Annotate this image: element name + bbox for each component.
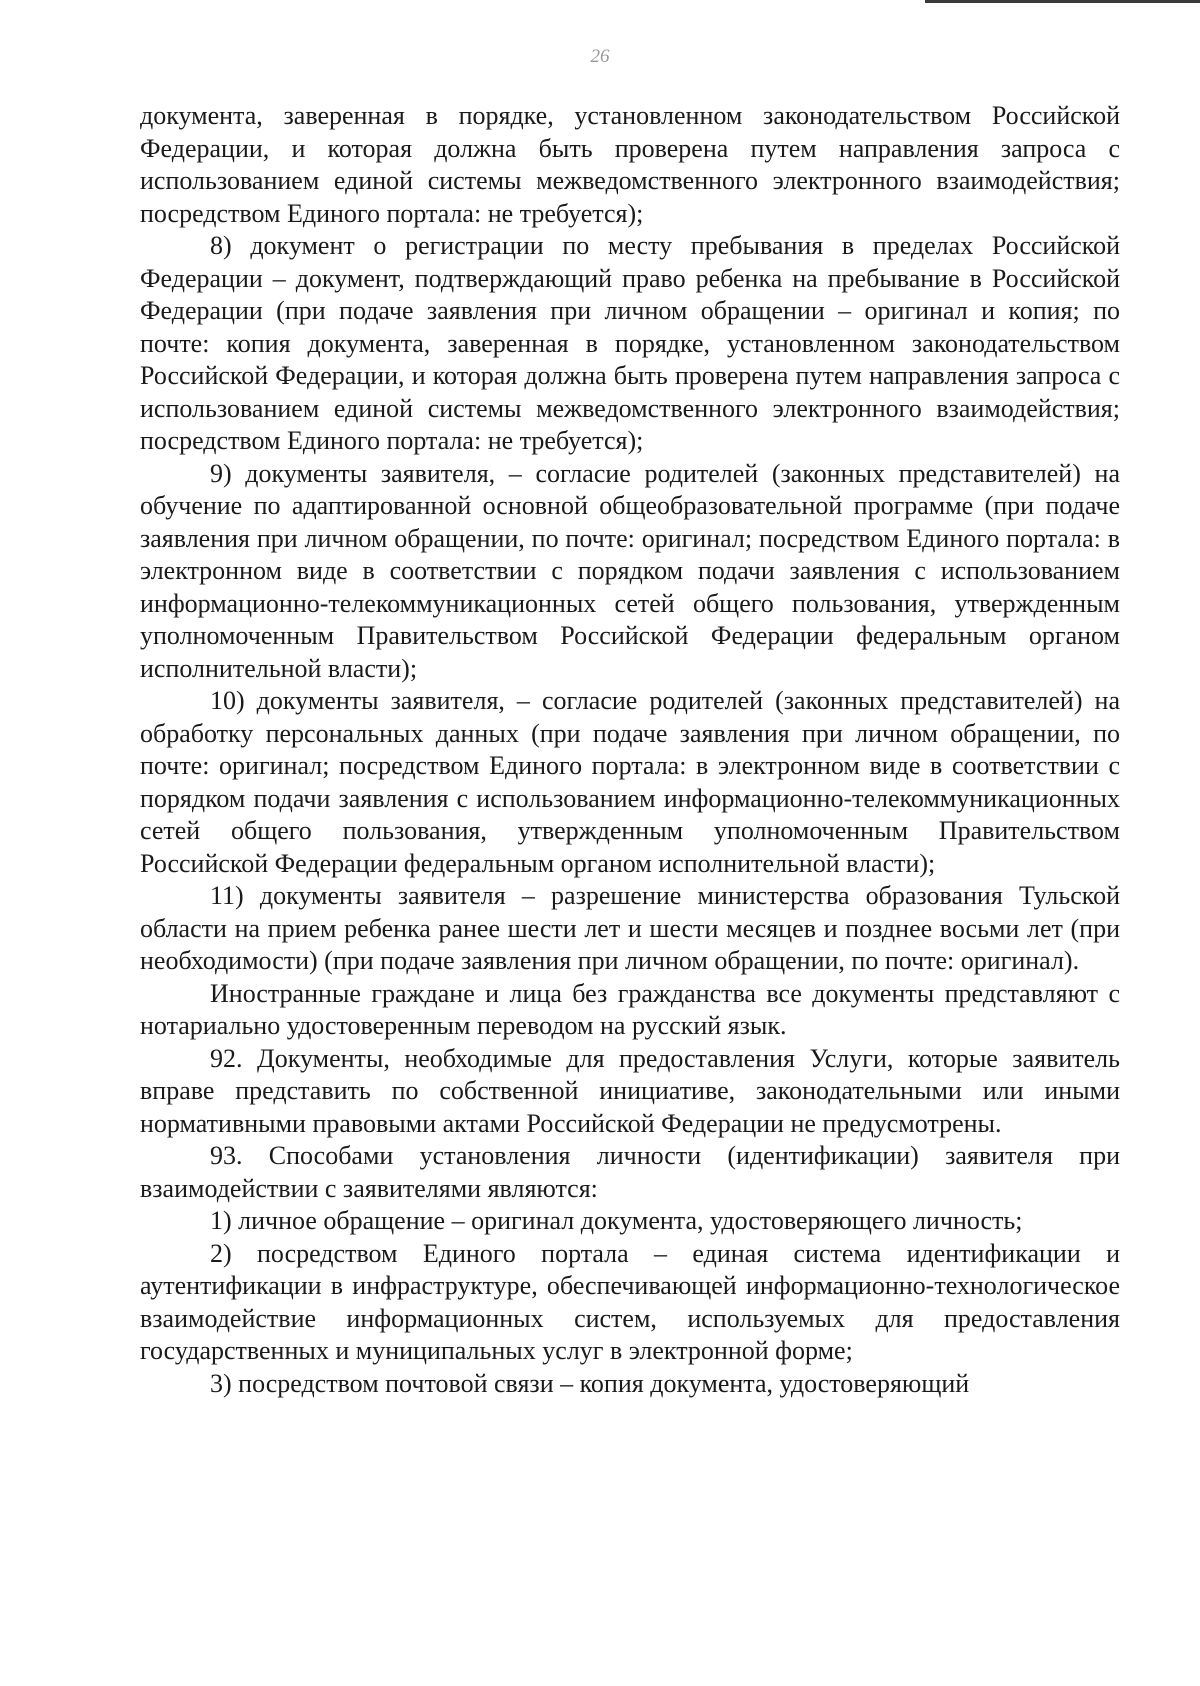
- paragraph-foreign-citizens: Иностранные граждане и лица без гражданства все документы представляют с нотариально удостоверенным переводом на русский язык.: [140, 978, 1120, 1040]
- paragraph-continuation: документа, заверенная в порядке, установленном законодательством Российской Федерации, и которая должна быть проверена путем направления запроса с использованием единой системы межведомственного электронного взаимодействия; посредством Единого портала: не требуется);: [140, 101, 1120, 228]
- paragraph-method-3: 3) посредством почтовой связи – копия документа, удостоверяющий: [210, 1368, 970, 1398]
- paragraph-item-11: 11) документы заявителя – разрешение министерства образования Тульской области на прием ребенка ранее шести лет и шести месяцев и позднее восьми лет (при необходимости) (при подаче заявления при личном обращении, по почте: оригинал).: [140, 881, 1120, 975]
- paragraph-item-10: 10) документы заявителя, – согласие родителей (законных представителей) на обработку персональных данных (при подаче заявления при личном обращении, по почте: оригинал; посредством Единого портала: в электронном виде в соответствии с порядком подачи заявления с использованием информационно-телекоммуникационных сетей общего пользования, утвержденным уполномоченным Правительством Российской Федерации федеральным органом исполнительной власти);: [140, 686, 1120, 878]
- paragraph-clause-93: 93. Способами установления личности (идентификации) заявителя при взаимодействии с заявителями являются:: [140, 1141, 1120, 1203]
- paragraph-item-8: 8) документ о регистрации по месту пребывания в пределах Российской Федерации – документ, подтверждающий право ребенка на пребывание в Российской Федерации (при подаче заявления при личном обращении – оригинал и копия; по почте: копия документа, заверенная в порядке, установленном законодательством Российской Федерации, и которая должна быть проверена путем направления запроса с использованием единой системы межведомственного электронного взаимодействия; посредством Единого портала: не требуется);: [140, 231, 1120, 455]
- top-edge-rule: [925, 0, 1200, 3]
- paragraph-item-9: 9) документы заявителя, – согласие родителей (законных представителей) на обучение по адаптированной основной общеобразовательной программе (при подаче заявления при личном обращении, по почте: оригинал; посредством Единого портала: в электронном виде в соответствии с порядком подачи заявления с использованием информационно-телекоммуникационных сетей общего пользования, утвержденным уполномоченным Правительством Российской Федерации федеральным органом исполнительной власти);: [140, 458, 1120, 683]
- paragraph-clause-92: 92. Документы, необходимые для предоставления Услуги, которые заявитель вправе представить по собственной инициативе, законодательными или иными нормативными правовыми актами Российской Федерации не предусмотрены.: [140, 1043, 1120, 1138]
- paragraph-method-1: 1) личное обращение – оригинал документа, удостоверяющего личность;: [210, 1206, 1023, 1235]
- page-number: 26: [590, 46, 610, 67]
- document-body: [140, 100, 1120, 1400]
- paragraph-method-2: 2) посредством Единого портала – единая система идентификации и аутентификации в инфраструктуре, обеспечивающей информационно-технологическое взаимодействие информационных систем, используемых для предоставления государственных и муниципальных услуг в электронной форме;: [140, 1238, 1120, 1365]
